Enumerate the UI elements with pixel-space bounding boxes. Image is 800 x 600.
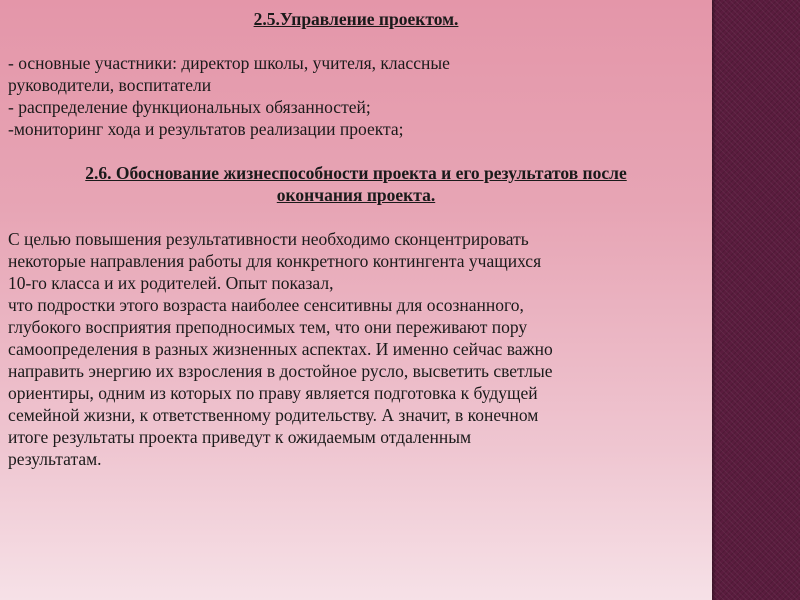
list-item: - основные участники: директор школы, учителя, классные xyxy=(8,53,450,73)
management-list xyxy=(8,52,704,140)
spacer xyxy=(8,140,704,162)
paragraph-line: некоторые направления работы для конкретного контингента учащихся xyxy=(8,251,542,271)
list-item: - распределение функциональных обязанностей; xyxy=(8,97,371,117)
section-heading-viability: 2.6. Обоснование жизнеспособности проекта и его результатов после xyxy=(85,163,627,183)
paragraph-line: глубокого восприятия преподносимых тем, что они переживают пору xyxy=(8,317,528,337)
paragraph-line: ориентиры, одним из которых по праву является подготовка к будущей xyxy=(8,383,538,403)
slide-content xyxy=(8,8,704,470)
paragraph-line: итоге результаты проекта приведут к ожидаемым отдаленным xyxy=(8,427,472,447)
paragraph-line: семейной жизни, к ответственному родительству. А значит, в конечном xyxy=(8,405,539,425)
spacer xyxy=(8,206,704,228)
list-item: руководители, воспитатели xyxy=(8,75,212,95)
paragraph-line: направить энергию их взросления в достойное русло, высветить светлые xyxy=(8,361,553,381)
viability-paragraph xyxy=(8,228,704,470)
paragraph-line: С целью повышения результативности необходимо сконцентрировать xyxy=(8,229,529,249)
paragraph-line: что подростки этого возраста наиболее сенситивны для осознанного, xyxy=(8,295,524,315)
section-heading-management: 2.5.Управление проектом. xyxy=(253,9,459,29)
decorative-side-band xyxy=(712,0,800,600)
section-heading-viability-cont: окончания проекта. xyxy=(276,185,436,205)
side-band-shadow xyxy=(712,0,716,600)
paragraph-line: результатам. xyxy=(8,449,102,469)
paragraph-line: самоопределения в разных жизненных аспектах. И именно сейчас важно xyxy=(8,339,553,359)
spacer xyxy=(8,30,704,52)
paragraph-line: 10-го класса и их родителей. Опыт показал, xyxy=(8,273,334,293)
list-item: -мониторинг хода и результатов реализации проекта; xyxy=(8,119,404,139)
